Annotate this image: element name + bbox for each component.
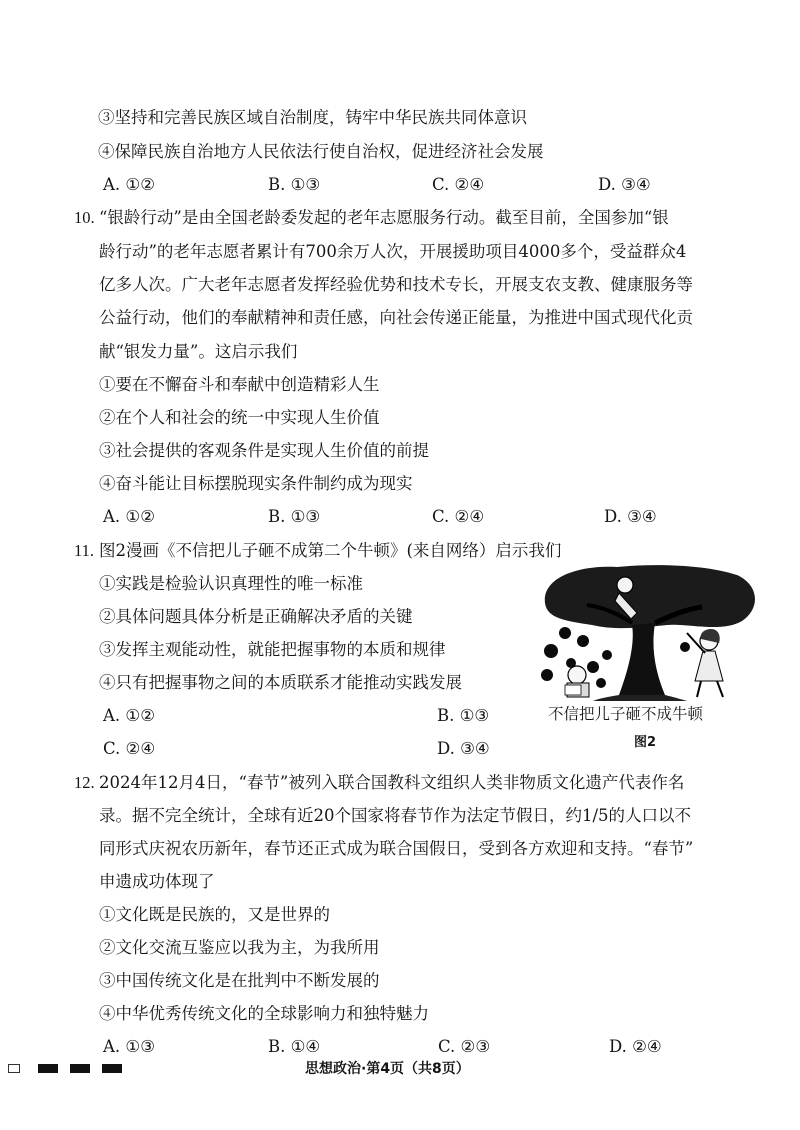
q10-stem-line-4: 公益行动，他们的奉献精神和责任感，向社会传递正能量，为推进中国式现代化贡 [99,308,693,327]
cartoon-figure [537,563,762,703]
q12-stem-line-2: 录。据不完全统计，全球有近20个国家将春节作为法定节假日，约1/5的人口以不 [99,806,692,825]
q12-stem-line-3: 同形式庆祝农历新年，春节还正式成为联合国假日，受到各方欢迎和支持。“春节” [99,839,694,858]
boy-reading-illustration [565,666,589,697]
q11-number: 11. [74,541,95,560]
q11-option-d: D. ③④ [437,739,490,758]
q12-number: 12. [74,773,95,792]
q11-option-a: A. ①② [103,706,155,725]
q12-option-b: B. ①④ [268,1037,321,1056]
scan-registration-marks [8,1062,138,1076]
figure-caption: 不信把儿子砸不成牛顿 [548,705,704,723]
q10-stem-line-1: “银龄行动”是由全国老龄委发起的老年志愿服务行动。截至目前，全国参加“银 [99,208,669,227]
q9-option-a: A. ①② [103,175,155,194]
q9-option-d: D. ③④ [598,175,651,194]
q10-statement-2: ②在个人和社会的统一中实现人生价值 [99,408,380,427]
falling-apples [541,627,690,688]
q10-stem-line-5: 献“银发力量”。这启示我们 [99,342,298,361]
q11-statement-2: ②具体问题具体分析是正确解决矛盾的关键 [99,607,413,626]
q9-option-b: B. ①③ [268,175,321,194]
q9-option-c: C. ②④ [432,175,485,194]
q12-option-c: C. ②③ [438,1037,491,1056]
q11-option-b: B. ①③ [437,706,490,725]
q12-stem-line-4: 申遗成功体现了 [99,872,215,891]
q10-option-c: C. ②④ [432,507,485,526]
q9-statement-4: ④保障民族自治地方人民依法行使自治权，促进经济社会发展 [98,142,544,161]
q11-stem: 图2漫画《不信把儿子砸不成第二个牛顿》(来自网络）启示我们 [99,541,562,560]
q11-statement-4: ④只有把握事物之间的本质联系才能推动实践发展 [99,673,462,692]
q12-statement-4: ④中华优秀传统文化的全球影响力和独特魅力 [99,1004,429,1023]
q11-option-c: C. ②④ [103,739,156,758]
q12-statement-1: ①文化既是民族的，又是世界的 [99,905,330,924]
q12-option-a: A. ①③ [103,1037,155,1056]
q10-stem-line-3: 亿多人次。广大老年志愿者发挥经验优势和技术专长，开展支农支教、健康服务等 [99,275,693,294]
mother-illustration [687,629,723,697]
q11-statement-3: ③发挥主观能动性，就能把握事物的本质和规律 [99,640,446,659]
q12-statement-2: ②文化交流互鉴应以我为主，为我所用 [99,938,380,957]
q12-statement-3: ③中国传统文化是在批判中不断发展的 [99,971,380,990]
figure-label: 图2 [634,735,657,750]
q11-statement-1: ①实践是检验认识真理性的唯一标准 [99,574,363,593]
q10-statement-4: ④奋斗能让目标摆脱现实条件制约成为现实 [99,474,413,493]
q10-statement-3: ③社会提供的客观条件是实现人生价值的前提 [99,441,429,460]
q10-option-b: B. ①③ [268,507,321,526]
q12-stem-line-1: 2024年12月4日，“春节”被列入联合国教科文组织人类非物质文化遗产代表作名 [99,773,685,792]
q10-number: 10. [74,208,95,227]
q10-option-d: D. ③④ [604,507,657,526]
page-footer: 思想政治·第4页（共8页） [305,1061,470,1077]
q12-option-d: D. ②④ [609,1037,662,1056]
q10-stem-line-2: 龄行动”的老年志愿者累计有700余万人次，开展援助项目4000多个，受益群众4 [99,242,687,261]
q9-statement-3: ③坚持和完善民族区域自治制度，铸牢中华民族共同体意识 [98,108,527,127]
q10-option-a: A. ①② [103,507,155,526]
q10-statement-1: ①要在不懈奋斗和奉献中创造精彩人生 [99,375,380,394]
